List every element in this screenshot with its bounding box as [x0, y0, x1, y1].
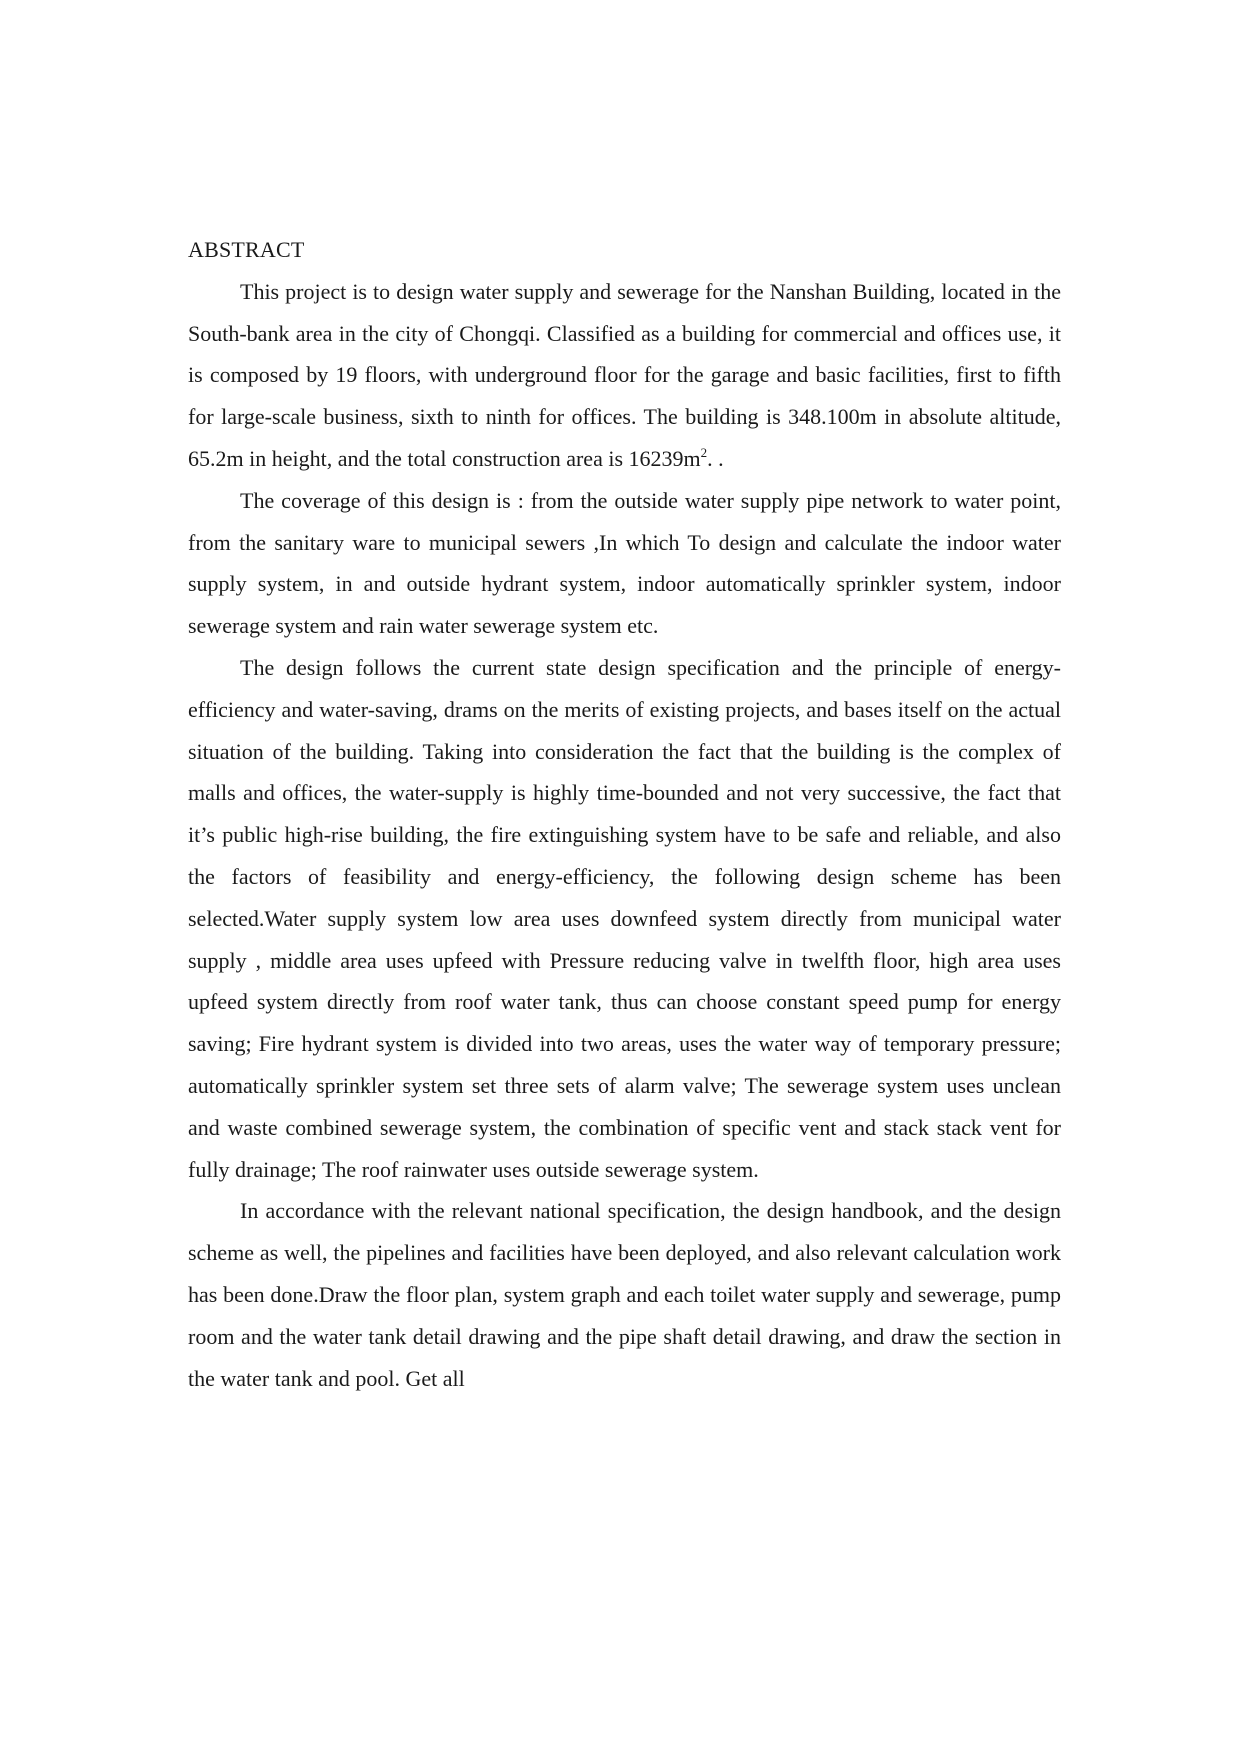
- abstract-section: [188, 229, 1061, 1399]
- paragraph-design-scheme: The design follows the current state design specification and the principle of energy-efficiency and water-saving, drams on the merits of existing projects, and bases itself on the actual situation of the building. Taking into consideration the fact that the building is the complex of malls and offices, the water-supply is highly time-bounded and not very successive, the fact that it’s public high-rise building, the fire extinguishing system have to be safe and reliable, and also the factors of feasibility and energy-efficiency, the following design scheme has been selected.Water supply system low area uses downfeed system directly from municipal water supply , middle area uses upfeed with Pressure reducing valve in twelfth floor, high area uses upfeed system directly from roof water tank, thus can choose constant speed pump for energy saving; Fire hydrant system is divided into two areas, uses the water way of temporary pressure; automatically sprinkler system set three sets of alarm valve; The sewerage system uses unclean and waste combined sewerage system, the combination of specific vent and stack stack vent for fully drainage; The roof rainwater uses outside sewerage system.: [188, 654, 1061, 1182]
- paragraph-text: This project is to design water supply and sewerage for the Nanshan Building, located in the South-bank area in the city of Chongqi. Classified as a building for commercial and offices use, it is composed by 19 floors, with underground floor for the garage and basic facilities, first to fifth for large-scale business, sixth to ninth for offices. The building is 348.100m in absolute altitude, 65.2m in height, and the total construction area is 16239m: [188, 278, 1061, 471]
- paragraph-design-coverage: The coverage of this design is : from the outside water supply pipe network to water point, from the sanitary ware to municipal sewers ,In which To design and calculate the indoor water supply system, in and outside hydrant system, indoor automatically sprinkler system, indoor sewerage system and rain water sewerage system etc.: [188, 487, 1061, 639]
- abstract-heading: ABSTRACT: [188, 237, 305, 262]
- paragraph-text-tail: . .: [707, 445, 724, 471]
- superscript-exponent: 2: [700, 444, 708, 460]
- paragraph-project-overview: [188, 271, 1061, 480]
- paragraph-calculation-work: In accordance with the relevant national specification, the design handbook, and the design scheme as well, the pipelines and facilities have been deployed, and also relevant calculation work has been done.Draw the floor plan, system graph and each toilet water supply and sewerage, pump room and the water tank detail drawing and the pipe shaft detail drawing, and draw the section in the water tank and pool. Get all: [188, 1198, 1061, 1391]
